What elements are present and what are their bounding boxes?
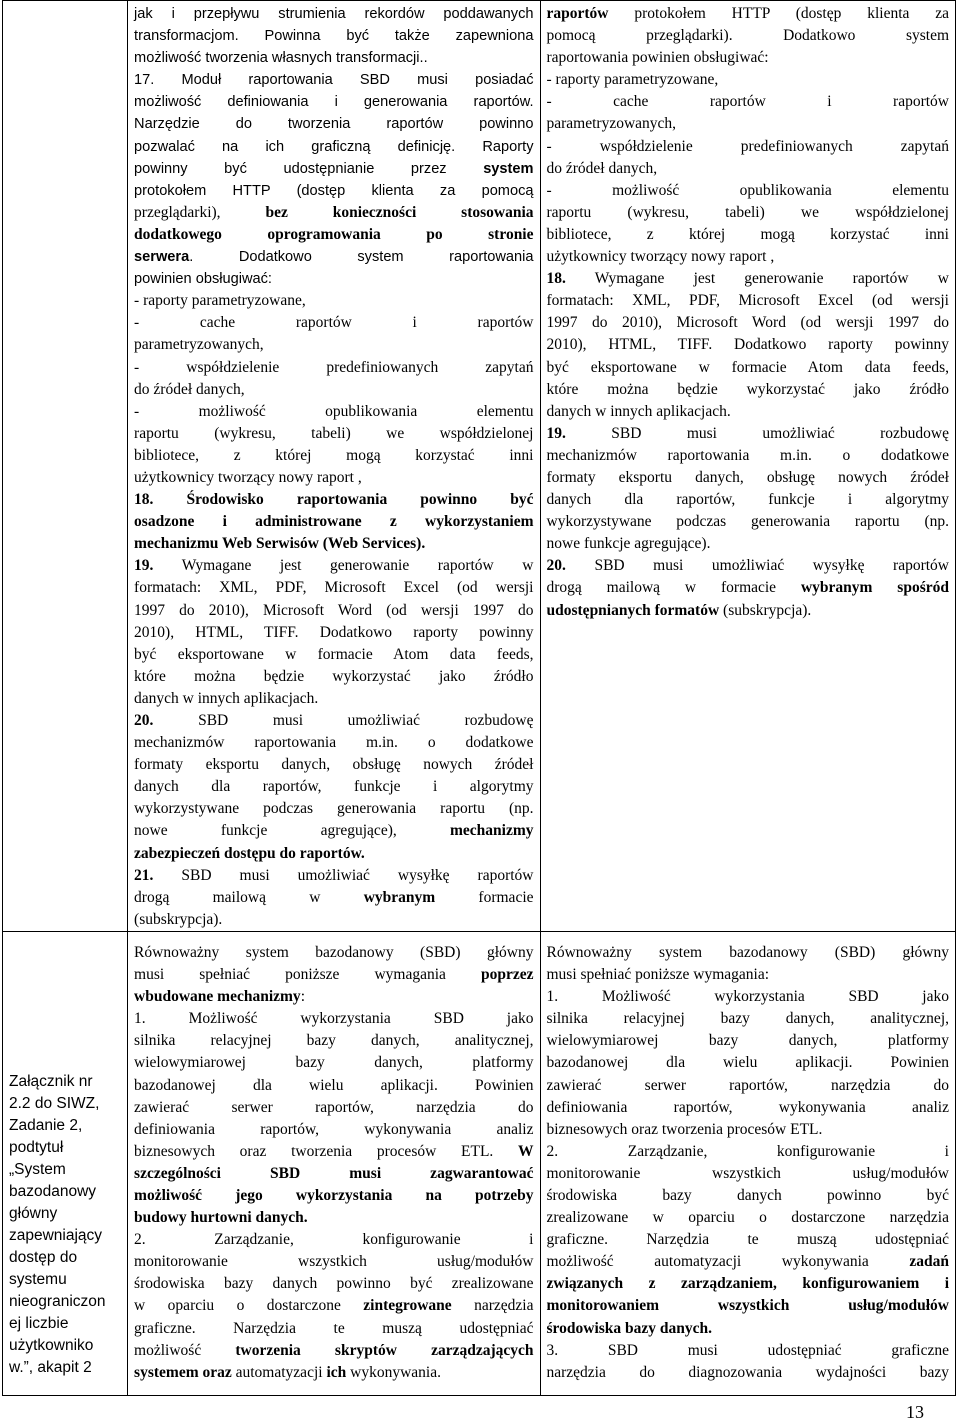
text-line: monitorowanie wszystkich usług/modułów xyxy=(134,1253,534,1271)
text-line: możliwość tworzenia własnych transformacji.. xyxy=(134,50,428,67)
text-line: - raporty parametryzowane, xyxy=(546,71,719,89)
text-line: środowiska bazy danych. xyxy=(546,1319,713,1337)
text-line: mechanizmów raportowania m.in. o dodatkowe xyxy=(134,734,534,752)
text-line: 2010), HTML, TIFF. Dodatkowo raporty powinny xyxy=(134,623,534,641)
text-line: monitorowanie wszystkich usług/modułów xyxy=(546,1164,949,1182)
text-line: wielowymiarowej bazy danych, platformy xyxy=(134,1054,534,1072)
text-line: 1997 do 2010), Microsoft Word (od wersji 1997 do xyxy=(134,601,534,619)
text-line: bibliotece, z której mogą korzystać inni xyxy=(546,225,949,243)
text-line: graficzne. Narzędzia te muszą udostępniać xyxy=(134,1319,534,1337)
text-line: parametryzowanych, xyxy=(134,336,264,354)
column-c-bottom-text xyxy=(547,942,950,1384)
text-line: osadzone i administrowane z wykorzystaniem xyxy=(134,513,534,531)
text-line: wykorzystywane podczas generowania raportu (np. xyxy=(134,800,534,818)
sidebar-cell-top xyxy=(3,1,128,932)
text-line: wielowymiarowej bazy danych, platformy xyxy=(546,1032,949,1050)
text-line: systemem oraz automatyzacji ich wykonywania. xyxy=(134,1363,441,1381)
text-line: zrealizowane w oparciu o dostarczone narzędzia xyxy=(546,1209,949,1227)
column-b-top xyxy=(128,1,540,932)
document-table xyxy=(2,0,956,1396)
text-line: monitorowaniem wszystkich usług/modułów xyxy=(546,1297,949,1315)
attachment-reference-label xyxy=(9,1071,124,1379)
text-line: (subskrypcja). xyxy=(134,910,223,928)
text-line: drogą mailową w wybranym formacie xyxy=(134,888,534,906)
text-line: możliwość jego wykorzystania na potrzeby xyxy=(134,1186,534,1204)
text-line: 20. SBD musi umożliwiać rozbudowę xyxy=(134,712,534,729)
column-c-top-text xyxy=(547,3,950,622)
column-c-top xyxy=(540,1,956,932)
text-line: wykorzystywane podczas generowania raportu (np. xyxy=(546,513,949,531)
text-line: 19. Wymagane jest generowanie raportów w xyxy=(134,557,534,575)
text-line: być eksportowane w formacie Atom data feeds, xyxy=(546,358,949,376)
table-row-bottom xyxy=(3,931,956,1395)
column-c-bottom xyxy=(540,931,956,1395)
text-line: możliwość definiowania i generowania raportów. xyxy=(134,94,534,111)
text-line: - współdzielenie predefiniowanych zapytań xyxy=(546,137,949,155)
text-line: musi spełniać poniższe wymagania poprzez xyxy=(134,966,534,984)
label-line: użytkowniko xyxy=(9,1336,94,1354)
text-line: związanych z zarządzaniem, konfigurowaniem i xyxy=(546,1275,949,1293)
text-line: mechanizmów raportowania m.in. o dodatkowe xyxy=(546,446,949,464)
text-line: serwera. Dodatkowo system raportowania xyxy=(134,249,534,266)
text-line: wbudowane mechanizmy: xyxy=(134,988,305,1006)
text-line: 3. SBD musi udostępniać graficzne xyxy=(546,1341,949,1359)
label-line: Zadanie 2, xyxy=(9,1116,83,1134)
label-line: „System xyxy=(9,1160,66,1178)
text-line: powinny być udostępnianie przez system xyxy=(134,160,534,177)
text-line: 2. Zarządzanie, konfigurowanie i xyxy=(134,1231,534,1249)
text-line: użytkownicy tworzący nowy raport , xyxy=(134,468,362,486)
text-line: formaty eksportu danych, obsługę nowych źródeł xyxy=(134,756,534,774)
text-line: 2010), HTML, TIFF. Dodatkowo raporty powinny xyxy=(546,336,949,354)
text-line: pomocą przeglądarki). Dodatkowo system xyxy=(546,27,949,45)
text-line: danych dla raportów, funkcje i algorytmy xyxy=(546,491,949,509)
text-line: 18. Środowisko raportowania powinno być xyxy=(134,491,534,509)
text-line: 1. Możliwość wykorzystania SBD jako xyxy=(134,1010,534,1028)
text-line: definiowania raportów, wykonywania analiz xyxy=(546,1098,949,1116)
text-line: mechanizmu Web Serwisów (Web Services). xyxy=(134,535,426,553)
text-line: raportu (wykresu, tabeli) we współdzielonej xyxy=(134,424,534,442)
text-line: które można będzie wykorzystać jako źródło xyxy=(546,380,949,398)
text-line: dodatkowego oprogramowania po stronie xyxy=(134,225,534,243)
text-line: 17. Moduł raportowania SBD musi posiadać xyxy=(134,72,534,89)
label-line: bazodanowy xyxy=(9,1182,97,1200)
text-line: raportowania powinien obsługiwać: xyxy=(546,49,769,67)
text-line: silnika relacyjnej bazy danych, analitycznej, xyxy=(546,1010,949,1028)
text-line: raportu (wykresu, tabeli) we współdzielonej xyxy=(546,203,949,221)
text-line: Równoważny system bazodanowy (SBD) główny xyxy=(134,943,534,961)
sidebar-cell-bottom xyxy=(3,931,128,1395)
text-line: - możliwość opublikowania elementu xyxy=(134,402,534,420)
text-line: możliwość automatyzacji wykonywania zadań xyxy=(546,1253,949,1271)
page-number: 13 xyxy=(906,1402,924,1422)
text-line: transformacjom. Powinna być także zapewniona xyxy=(134,28,534,45)
text-line: środowiska bazy danych powinno być xyxy=(546,1186,949,1204)
text-line: powinien obsługiwać: xyxy=(134,271,272,288)
table-row-top xyxy=(3,1,956,932)
text-line: danych dla raportów, funkcje i algorytmy xyxy=(134,778,534,796)
column-b-bottom-text xyxy=(134,942,533,1384)
text-line: bazodanowej dla wielu aplikacji. Powinien xyxy=(546,1054,949,1072)
text-line: użytkownicy tworzący nowy raport , xyxy=(546,248,775,266)
label-line: w.”, akapit 2 xyxy=(9,1358,92,1376)
text-line: jak i przepływu strumienia rekordów poddawanych xyxy=(134,6,534,22)
text-line: - cache raportów i raportów xyxy=(134,314,534,332)
text-line: biznesowych oraz tworzenia procesów ETL. W xyxy=(134,1142,534,1160)
text-line: - możliwość opublikowania elementu xyxy=(546,181,949,199)
text-line: parametryzowanych, xyxy=(546,115,677,133)
text-line: raportów protokołem HTTP (dostęp klienta za xyxy=(546,5,949,22)
text-line: które można będzie wykorzystać jako źródło xyxy=(134,667,534,685)
label-line: nieograniczon xyxy=(9,1292,106,1310)
text-line: 18. Wymagane jest generowanie raportów w xyxy=(546,270,949,288)
text-line: pozwalać na ich graficzną definicję. Raporty xyxy=(134,138,534,155)
text-line: biznesowych oraz tworzenia procesów ETL. xyxy=(546,1120,823,1138)
text-line: formatach: XML, PDF, Microsoft Excel (od wersji xyxy=(134,579,534,597)
text-line: graficzne. Narzędzia te muszą udostępniać xyxy=(546,1231,949,1249)
text-line: 19. SBD musi umożliwiać rozbudowę xyxy=(546,424,949,442)
text-line: Narzędzie do tworzenia raportów powinno xyxy=(134,116,534,133)
text-line: do źródeł danych, xyxy=(546,159,658,177)
text-line: danych w innych aplikacjach. xyxy=(546,402,731,420)
text-line: bazodanowej dla wielu aplikacji. Powinien xyxy=(134,1076,534,1094)
text-line: zawierać serwer raportów, narzędzia do xyxy=(134,1098,534,1116)
text-line: danych w innych aplikacjach. xyxy=(134,689,319,707)
text-line: środowiska bazy danych powinno być zrealizowane xyxy=(134,1275,534,1293)
text-line: nowe funkcje agregujące), mechanizmy xyxy=(134,822,534,840)
label-line: dostęp do xyxy=(9,1248,78,1266)
text-line: - cache raportów i raportów xyxy=(546,93,949,111)
text-line: narzędzia do diagnozowania wydajności bazy xyxy=(546,1363,949,1381)
label-line: podtytuł xyxy=(9,1138,64,1156)
text-line: formaty eksportu danych, obsługę nowych źródeł xyxy=(546,468,949,486)
text-line: silnika relacyjnej bazy danych, analitycznej, xyxy=(134,1032,534,1050)
sidebar-wrap xyxy=(3,932,127,1394)
text-line: 20. SBD musi umożliwiać wysyłkę raportów xyxy=(546,557,949,575)
text-line: w oparciu o dostarczone zintegrowane narzędzia xyxy=(134,1297,534,1315)
text-line: zabezpieczeń dostępu do raportów. xyxy=(134,844,365,862)
text-line: Równoważny system bazodanowy (SBD) główny xyxy=(546,943,949,961)
text-line: musi spełniać poniższe wymagania: xyxy=(546,966,770,984)
text-line: definiowania raportów, wykonywania analiz xyxy=(134,1120,534,1138)
text-line: przeglądarki), bez konieczności stosowania xyxy=(134,203,534,221)
text-line: budowy hurtowni danych. xyxy=(134,1209,308,1227)
text-line: 1. Możliwość wykorzystania SBD jako xyxy=(546,988,949,1006)
text-line: możliwość tworzenia skryptów zarządzających xyxy=(134,1341,534,1359)
label-line: główny xyxy=(9,1204,58,1222)
column-b-bottom xyxy=(128,931,540,1395)
text-line: - raporty parametryzowane, xyxy=(134,292,306,310)
text-line: do źródeł danych, xyxy=(134,380,245,398)
text-line: szczególności SBD musi zagwarantować xyxy=(134,1164,534,1182)
label-line: Załącznik nr xyxy=(9,1072,93,1090)
label-line: 2.2 do SIWZ, xyxy=(9,1094,100,1112)
text-line: protokołem HTTP (dostęp klienta za pomocą xyxy=(134,182,534,199)
label-line: systemu xyxy=(9,1270,67,1288)
label-line: ej liczbie xyxy=(9,1314,69,1332)
text-line: 1997 do 2010), Microsoft Word (od wersji 1997 do xyxy=(546,314,949,332)
text-line: formatach: XML, PDF, Microsoft Excel (od wersji xyxy=(546,292,949,310)
text-line: nowe funkcje agregujące). xyxy=(546,535,711,553)
label-line: zapewniający xyxy=(9,1226,103,1244)
text-line: drogą mailową w formacie wybranym spośród xyxy=(546,579,949,597)
text-line: udostępnianych formatów (subskrypcja). xyxy=(546,601,812,619)
text-line: być eksportowane w formacie Atom data feeds, xyxy=(134,645,534,663)
text-line: 21. SBD musi umożliwiać wysyłkę raportów xyxy=(134,866,534,884)
text-line: - współdzielenie predefiniowanych zapytań xyxy=(134,358,534,376)
text-line: zawierać serwer raportów, narzędzia do xyxy=(546,1076,949,1094)
column-b-top-text xyxy=(134,3,533,931)
text-line: 2. Zarządzanie, konfigurowanie i xyxy=(546,1142,949,1160)
text-line: bibliotece, z której mogą korzystać inni xyxy=(134,446,534,464)
